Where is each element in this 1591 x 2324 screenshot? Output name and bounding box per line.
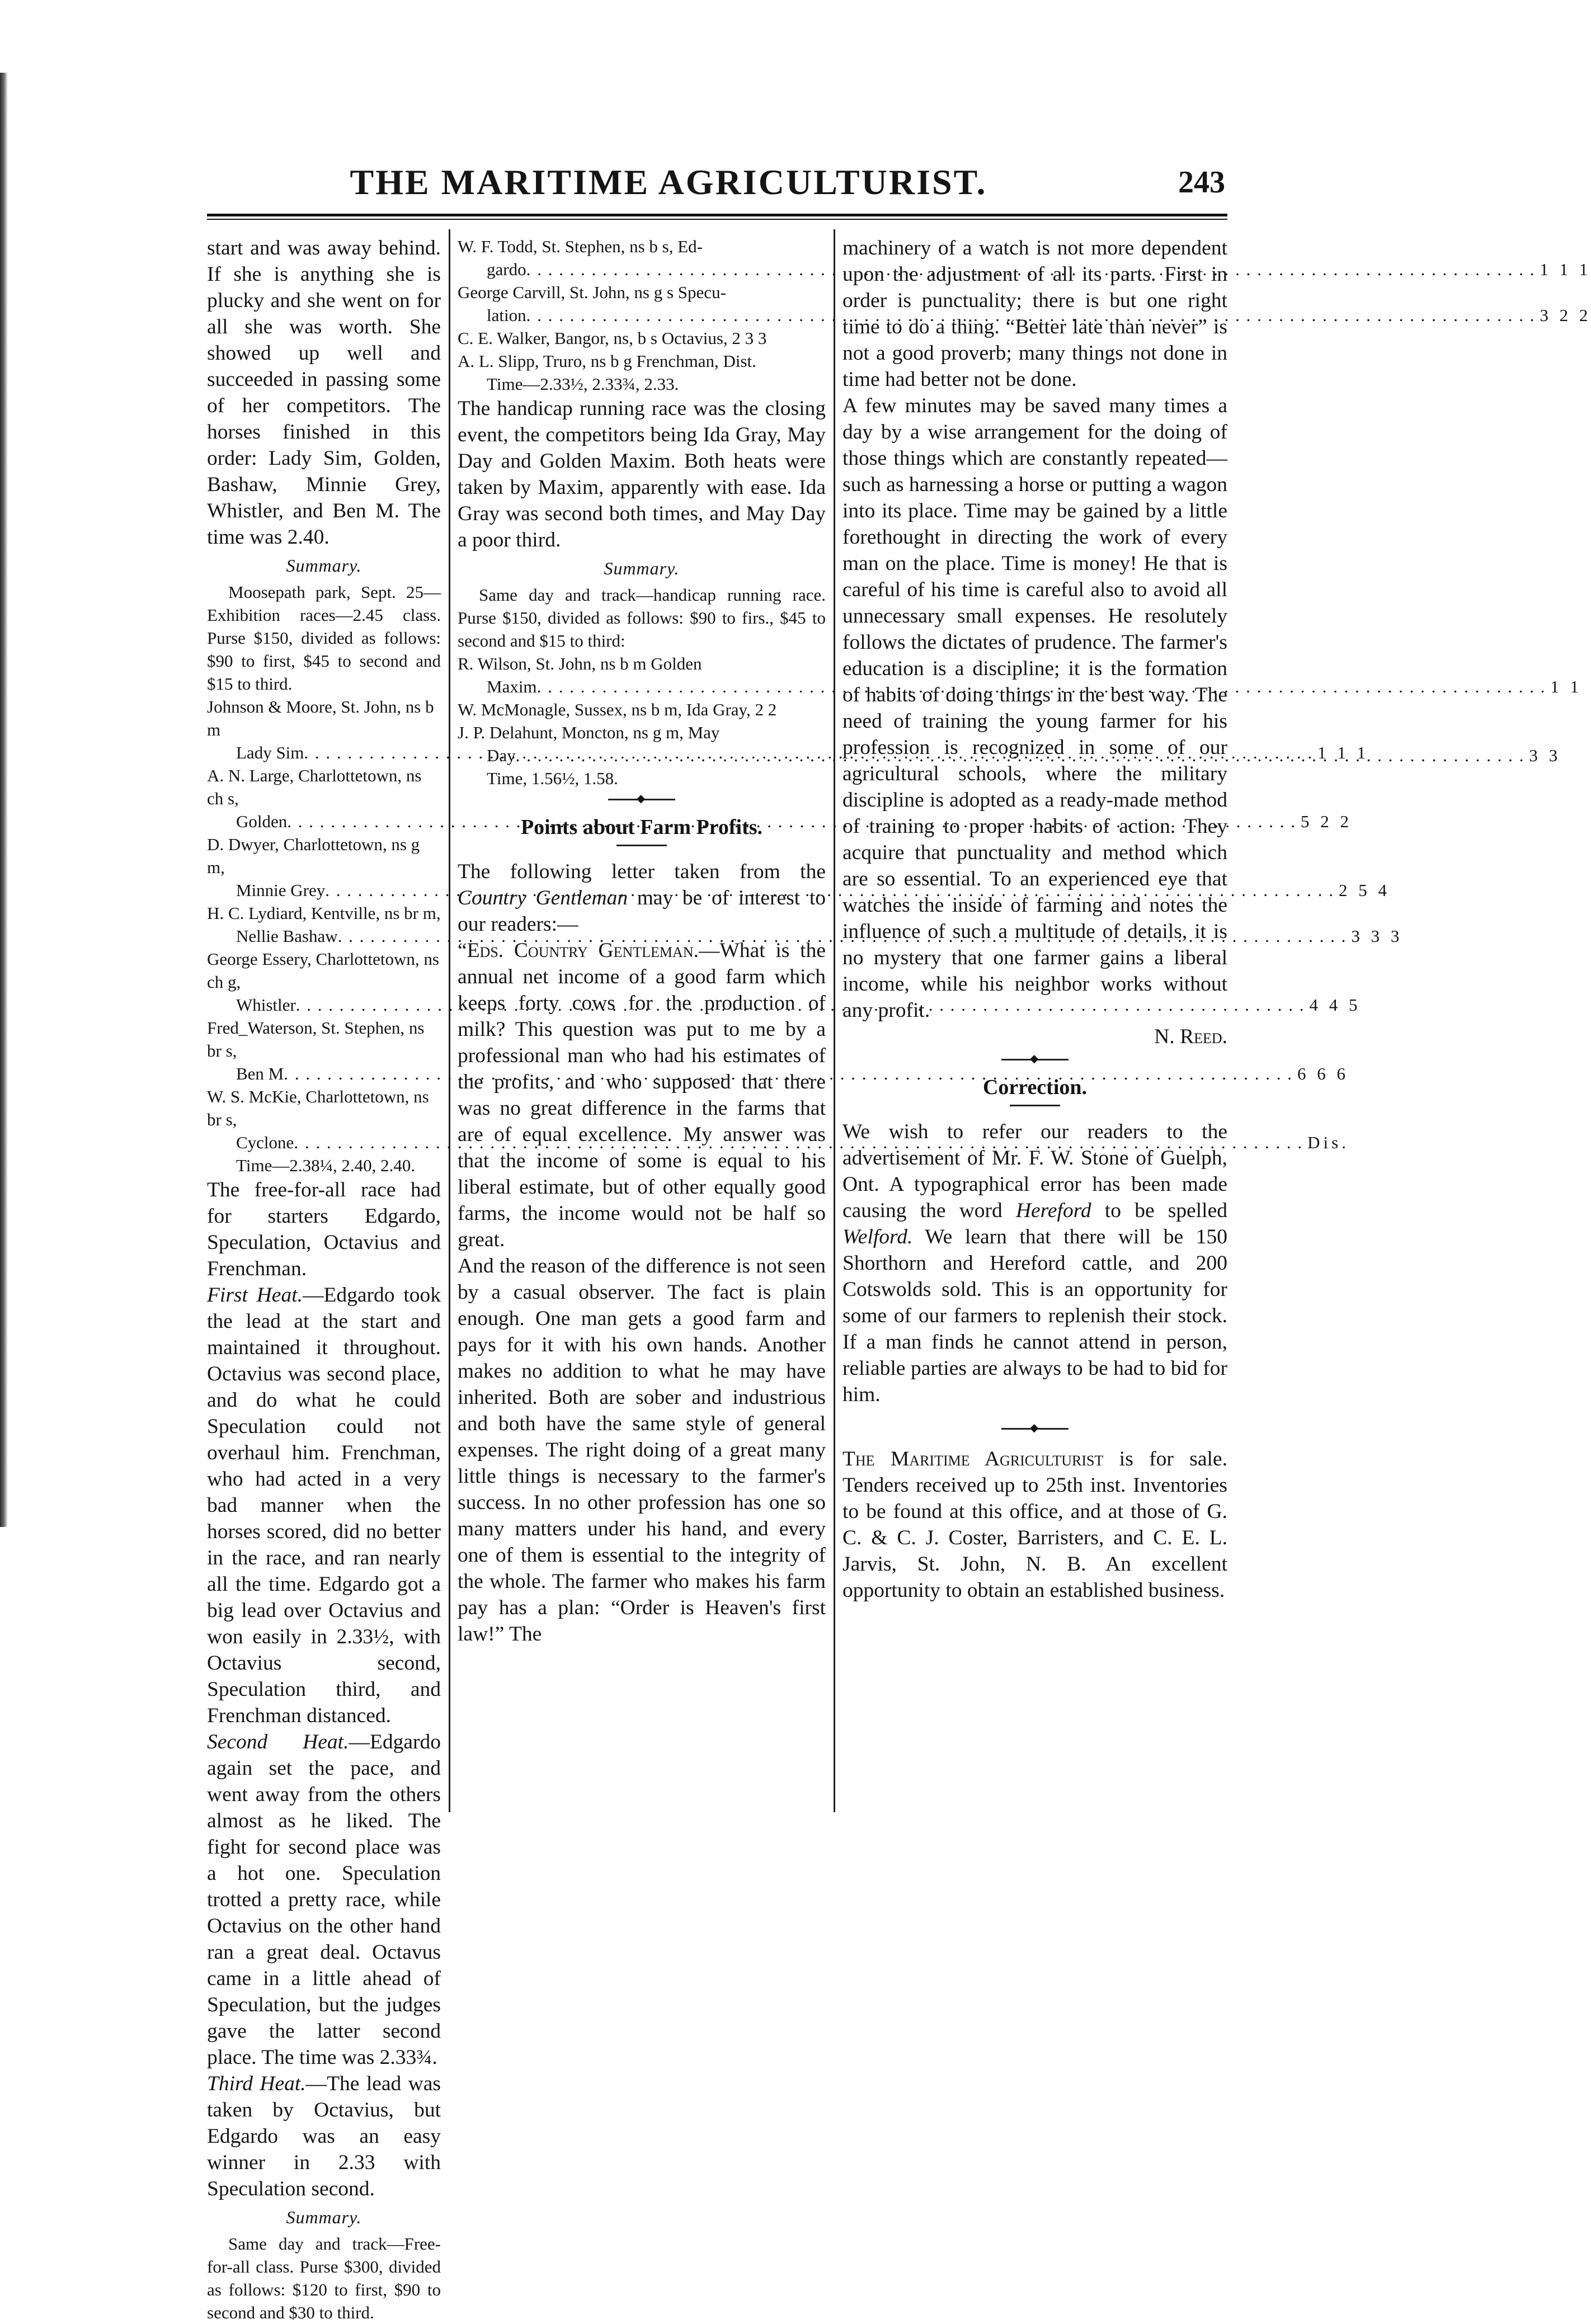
- entry-result: 4 4 5: [1309, 995, 1361, 1015]
- heading-rule: [1010, 1105, 1060, 1106]
- entry-result: 6 6 6: [1297, 1064, 1349, 1083]
- entry-horse: Minnie Grey: [236, 880, 326, 900]
- race-entry: [458, 652, 1583, 698]
- entry-result: 1 1 1: [1317, 743, 1369, 762]
- entry-result: 3 3: [1529, 746, 1561, 765]
- publication-title: THE MARITIME AGRICULTURIST.: [350, 162, 987, 202]
- entry-horse: Lady Sim: [236, 743, 304, 762]
- summary-title: Summary.: [286, 555, 362, 576]
- race-entry: C. E. Walker, Bangor, ns, b s Octavius, 2 3 3: [458, 328, 767, 348]
- heat-text: —The lead was taken by Octavius, but Edgardo was an easy winner in 2.33 with Speculation second.: [207, 2072, 441, 2200]
- entry-result: 3 2 2: [1540, 305, 1591, 325]
- summary-title: Summary.: [604, 558, 680, 578]
- entry-result: 1 1: [1550, 677, 1583, 696]
- page-header: [112, 160, 1225, 211]
- race-entry: A. L. Slipp, Truro, ns b g Frenchman, Dist.: [458, 351, 756, 371]
- entry-owner: George Carvill, St. John, ns g s Specu-: [458, 282, 726, 302]
- entry-owner: D. Dwyer, Charlottetown, ns g m,: [207, 835, 420, 877]
- header-rule: [207, 214, 1227, 220]
- entry-horse: Nellie Bashaw: [236, 926, 338, 946]
- author-signature: N. Reed.: [1154, 1025, 1227, 1048]
- paragraph: The handicap running race was the closing event, the competitors being Ida Gray, May Day and Golden Maxim. Both heats were taken by Maxim, apparently with ease. Ida Gray was second both times, and May Day a poor third.: [458, 397, 826, 551]
- text-run: The following letter taken from the: [458, 860, 826, 883]
- text-run: to be spelled: [1091, 1199, 1227, 1222]
- paragraph: [458, 937, 826, 1253]
- summary-intro: Same day and track—handicap running race. Purse $150, divided as follows: $90 to firs., $45 to second and $15 to third:: [458, 585, 826, 650]
- entry-horse: Ben M: [236, 1064, 284, 1083]
- entry-result: Dis.: [1307, 1133, 1349, 1152]
- heat-text: —Edgardo again set the pace, and went away from the others almost as he liked. The fight for second place was a hot one. Speculation trotted a pretty race, while Octavius on the other hand ran a great deal. Octavus came in a little ahead of Speculation, but the judges gave the latter second place. The time was 2.33¾.: [207, 1731, 441, 2069]
- entry-owner: W. F. Todd, St. Stephen, ns b s, Ed-: [458, 237, 703, 256]
- heat-label: Third Heat.: [207, 2072, 306, 2095]
- text-run: Hereford: [1015, 1199, 1091, 1222]
- race-times: Time—2.33½, 2.33¾, 2.33.: [487, 374, 679, 394]
- entry-result: 3 3 3: [1351, 926, 1403, 946]
- entry-owner: Fred_Waterson, St. Stephen, ns br s,: [207, 1018, 425, 1060]
- section-divider: [458, 790, 826, 809]
- entry-owner: George Essery, Charlottetown, ns ch g,: [207, 949, 439, 992]
- entry-owner: A. N. Large, Charlottetown, ns ch s,: [207, 766, 422, 808]
- entry-result: 5 2 2: [1301, 812, 1353, 831]
- section-divider: [842, 1419, 1227, 1438]
- entry-owner: R. Wilson, St. John, ns b m Golden: [458, 654, 702, 673]
- paragraph: [207, 1729, 441, 2071]
- text-run: Welford.: [842, 1225, 913, 1248]
- text-run: We learn that there will be 150 Shorthorn and Hereford cattle, and 200 Cotswolds sold. This is an opportunity for some of our farmers to replenish their stock. If a man finds he cannot attend in person, reliable parties are always to be had to bid for him.: [842, 1225, 1227, 1406]
- race-times: Time—2.38¼, 2.40, 2.40.: [236, 1156, 416, 1175]
- publication-name: The Maritime Agriculturist: [842, 1448, 1104, 1470]
- column-3: [842, 235, 1227, 1829]
- binding-edge: [0, 73, 8, 1527]
- paragraph: [458, 859, 826, 937]
- race-entry: W. McMonagle, Sussex, ns b m, Ida Gray, 2 2: [458, 700, 777, 719]
- paragraph: And the reason of the difference is not seen by a casual observer. The fact is plain enough. One man gets a good farm and pays for it with his own hands. Another makes no addition to what he may have inherited. Both are sober and industrious and both have the same style of general expenses. The right doing of a great many little things is necessary to the farmer's success. In no other profession has one so many matters under his hand, and every one of them is essential to the integrity of the whole. The farmer who makes his farm pay has a plan: “Order is Heaven's first law!” The: [458, 1255, 826, 1646]
- text-run: may be of interest to our readers:—: [458, 887, 826, 936]
- race-entry: [458, 235, 1591, 281]
- text-run: We wish to refer our readers to the advertisement of Mr. F. W. Stone of Guelph, Ont. A typographical error has been made causing the word: [842, 1120, 1227, 1222]
- article-heading: Correction.: [982, 1076, 1088, 1099]
- entry-owner: H. C. Lydiard, Kentville, ns br m,: [207, 903, 441, 923]
- paragraph: [842, 1119, 1227, 1408]
- entry-horse: Day: [487, 746, 516, 765]
- entry-horse: Whistler: [236, 995, 296, 1015]
- text-run: is for sale. Tenders received up to 25th inst. Inventories to be found at this office, and at those of G. C. & C. J. Coster, Barristers, and C. E. L. Jarvis, St. John, N. B. An excellent opportunity to obtain an established business.: [842, 1448, 1227, 1602]
- entry-horse: lation: [487, 305, 526, 325]
- text-run: —What is the annual net income of a good farm which keeps forty cows for the production of milk? This question was put to me by a professional man who had his estimates of the profits, and who supposed that there was no great difference in the farms that are of equal excellence. My answer was that the income of some is equal to his liberal estimate, but of other equally good farms, the income would not be half so great.: [458, 939, 826, 1251]
- paragraph: A few minutes may be saved many times a day by a wise arrangement for the doing of those things which are constantly repeated—such as harnessing a horse or putting a wagon into its place. Time may be gained by a little forethought in directing the work of every man on the place. Time is money! He that is careful of his time is careful also to avoid all unnecessary small expenses. He resolutely follows the dictates of prudence. The farmer's education is a discipline; it is the formation of habits of doing things in the best way. The need of training the young farmer for his profession is recognized in some of our agricultural schools, where the military discipline is adopted as a ready-made method of training to proper habits of action. They acquire that punctuality and method which are so essential. To an experienced eye that watches the inside of farming and notes the influence of such a multitude of details, it is no mystery that one farmer gains a liberal income, while his neighbor works without any profit.: [842, 394, 1227, 1022]
- summary-title: Summary.: [286, 2207, 362, 2227]
- entry-owner: J. P. Delahunt, Moncton, ns g m, May: [458, 723, 720, 742]
- publication-name: Country Gentleman: [458, 887, 628, 909]
- page-number: 243: [1178, 165, 1225, 200]
- letter-salutation: “Eds. Country Gentleman.: [458, 939, 699, 962]
- race-entry: [458, 281, 1591, 327]
- paragraph: [207, 1282, 441, 1729]
- entry-result: 2 5 4: [1339, 880, 1391, 900]
- article-heading: Points about Farm Profits.: [520, 815, 763, 839]
- entry-horse: Maxim: [487, 677, 537, 696]
- heat-text: —Edgardo took the lead at the start and maintained it throughout. Octavius was second place, and do what he could Speculation could not overhaul him. Frenchman, who had acted in a very bad manner when the horses scored, did no better in the race, and ran nearly all the time. Edgardo got a big lead over Octavius and won easily in 2.33½, with Octavius second, Speculation third, and Frenchman distanced.: [207, 1284, 441, 1727]
- entry-horse: Cyclone: [236, 1133, 294, 1152]
- signature-line: [842, 1024, 1227, 1050]
- heat-label: First Heat.: [207, 1284, 303, 1307]
- race-times: Time, 1.56½, 1.58.: [487, 769, 618, 788]
- paragraph: [842, 1446, 1227, 1604]
- heading-rule: [616, 845, 667, 846]
- entry-result: 1 1 1: [1540, 260, 1591, 279]
- column-divider: [449, 229, 450, 1812]
- paragraph: machinery of a watch is not more dependent upon the adjustment of all its parts. First in order is punctuality; there is but one right time to do a thing. “Better late than never” is not a good proverb; many things not done in time had better not be done.: [842, 237, 1227, 391]
- entry-horse: Golden: [236, 812, 288, 831]
- entry-owner: Johnson & Moore, St. John, ns b m: [207, 697, 434, 739]
- section-divider: [842, 1050, 1227, 1069]
- summary-intro: Moosepath park, Sept. 25—Exhibition races—2.45 class. Purse $150, divided as follows: $90 to first, $45 to second and $15 to third.: [207, 582, 441, 694]
- paragraph: The free-for-all race had for starters Edgardo, Speculation, Octavius and Frenchman.: [207, 1179, 441, 1280]
- summary-intro: Same day and track—Free-for-all class. Purse $300, divided as follows: $120 to first, $90 to second and $30 to third.: [207, 2234, 441, 2322]
- heat-label: Second Heat.: [207, 1731, 349, 1753]
- paragraph: start and was away behind. If she is anything she is plucky and she went on for all she was worth. She showed up well and succeeded in passing some of her competitors. The horses finished in this order: Lady Sim, Golden, Bashaw, Minnie Grey, Whistler, and Ben M. The time was 2.40.: [207, 237, 441, 549]
- entry-owner: W. S. McKie, Charlottetown, ns br s,: [207, 1087, 429, 1129]
- entry-horse: gardo: [487, 260, 526, 279]
- paragraph: [207, 2071, 441, 2202]
- column-divider: [834, 229, 835, 1812]
